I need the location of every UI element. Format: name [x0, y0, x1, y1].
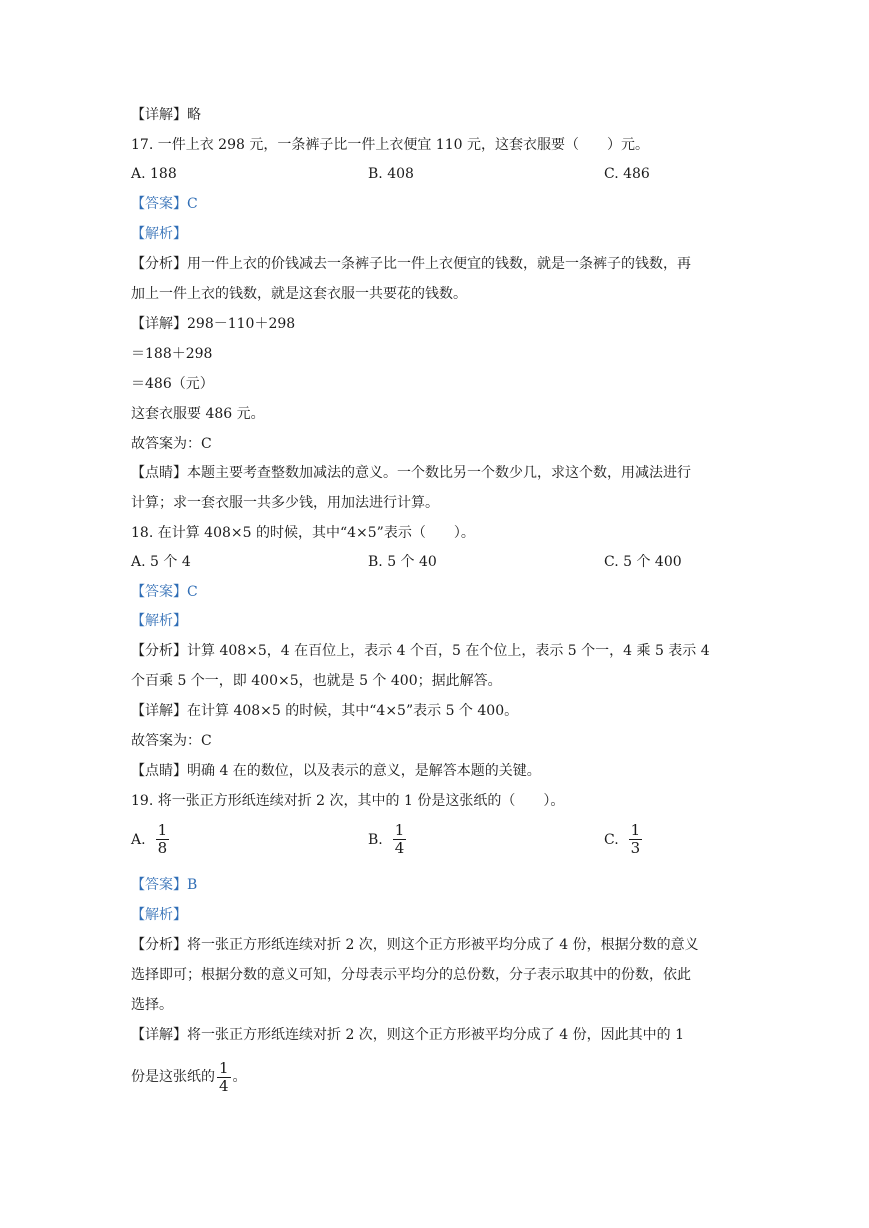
q17-option-c: C. 486 — [604, 166, 650, 182]
q19-option-c-denominator: 3 — [630, 839, 641, 857]
q18-jiexi: 【解析】 — [131, 613, 187, 629]
q17-option-a: A. 188 — [131, 166, 177, 182]
q17-answer: 【答案】C — [131, 196, 198, 212]
q19-option-a — [131, 822, 169, 857]
q17-detail-1: 【详解】298－110＋298 — [131, 316, 296, 332]
q19-answer: 【答案】B — [131, 877, 198, 893]
q19-option-a-label: A. — [131, 831, 146, 848]
q19-option-c-label: C. — [604, 831, 619, 848]
q17-detail-4: 这套衣服要 486 元。 — [131, 406, 265, 422]
q19-analysis-3: 选择。 — [131, 997, 173, 1013]
q17-key-point-1: 【点睛】本题主要考查整数加减法的意义。一个数比另一个数少几，求这个数，用减法进行 — [131, 465, 691, 481]
question-17: 17. 一件上衣 298 元，一条裤子比一件上衣便宜 110 元，这套衣服要（ ）元。 — [131, 137, 649, 153]
line-xiangjie-lue: 【详解】略 — [131, 107, 201, 123]
q19-detail-2 — [131, 1057, 247, 1097]
q19-option-b-denominator: 4 — [394, 839, 405, 857]
q17-detail-3: ＝486（元） — [131, 376, 214, 392]
q18-option-a: A. 5 个 4 — [131, 554, 191, 570]
q18-answer: 【答案】C — [131, 584, 198, 600]
q17-final-answer: 故答案为：C — [131, 436, 212, 452]
q19-detail-fraction — [217, 1060, 231, 1095]
q19-option-c-fraction — [629, 822, 643, 857]
q17-detail-2: ＝188＋298 — [131, 346, 213, 362]
q18-option-c: C. 5 个 400 — [604, 554, 682, 570]
question-19: 19. 将一张正方形纸连续对折 2 次，其中的 1 份是这张纸的（ ）。 — [131, 793, 565, 809]
q19-option-a-denominator: 8 — [157, 839, 168, 857]
q18-key-point: 【点睛】明确 4 在的数位，以及表示的意义，是解答本题的关键。 — [131, 763, 541, 779]
q18-option-b: B. 5 个 40 — [368, 554, 437, 570]
q19-option-b — [368, 822, 406, 857]
q19-detail-2-suffix: 。 — [232, 1069, 247, 1085]
q17-analysis-1: 【分析】用一件上衣的价钱减去一条裤子比一件上衣便宜的钱数，就是一条裤子的钱数，再 — [131, 256, 691, 272]
q19-detail-denominator: 4 — [219, 1076, 229, 1095]
q19-option-c-numerator: 1 — [630, 821, 641, 839]
q19-detail-2-prefix: 份是这张纸的 — [131, 1069, 215, 1085]
q19-option-b-fraction — [393, 822, 407, 857]
q19-option-a-fraction — [156, 822, 170, 857]
q19-option-b-label: B. — [368, 831, 383, 848]
q19-option-c — [604, 822, 642, 857]
q19-jiexi: 【解析】 — [131, 907, 187, 923]
q18-final-answer: 故答案为：C — [131, 733, 212, 749]
q18-analysis-1: 【分析】计算 408×5，4 在百位上，表示 4 个百，5 在个位上，表示 5 个一，4 乘 5 表示 4 — [131, 643, 710, 659]
q17-option-b: B. 408 — [368, 166, 414, 182]
q19-analysis-1: 【分析】将一张正方形纸连续对折 2 次，则这个正方形被平均分成了 4 份，根据分数的意义 — [131, 937, 699, 953]
q19-detail-numerator: 1 — [219, 1058, 229, 1077]
q19-option-a-numerator: 1 — [157, 821, 168, 839]
question-18: 18. 在计算 408×5 的时候，其中“4×5”表示（ ）。 — [131, 525, 475, 541]
q17-analysis-2: 加上一件上衣的钱数，就是这套衣服一共要花的钱数。 — [131, 286, 467, 302]
q17-jiexi: 【解析】 — [131, 226, 187, 242]
q18-analysis-2: 个百乘 5 个一，即 400×5，也就是 5 个 400；据此解答。 — [131, 673, 502, 689]
q18-detail: 【详解】在计算 408×5 的时候，其中“4×5”表示 5 个 400。 — [131, 703, 519, 719]
q17-key-point-2: 计算；求一套衣服一共多少钱，用加法进行计算。 — [131, 495, 439, 511]
q19-option-b-numerator: 1 — [394, 821, 405, 839]
q19-analysis-2: 选择即可；根据分数的意义可知，分母表示平均分的总份数，分子表示取其中的份数，依此 — [131, 967, 691, 983]
q19-detail-1: 【详解】将一张正方形纸连续对折 2 次，则这个正方形被平均分成了 4 份，因此其中的 1 — [131, 1027, 684, 1043]
